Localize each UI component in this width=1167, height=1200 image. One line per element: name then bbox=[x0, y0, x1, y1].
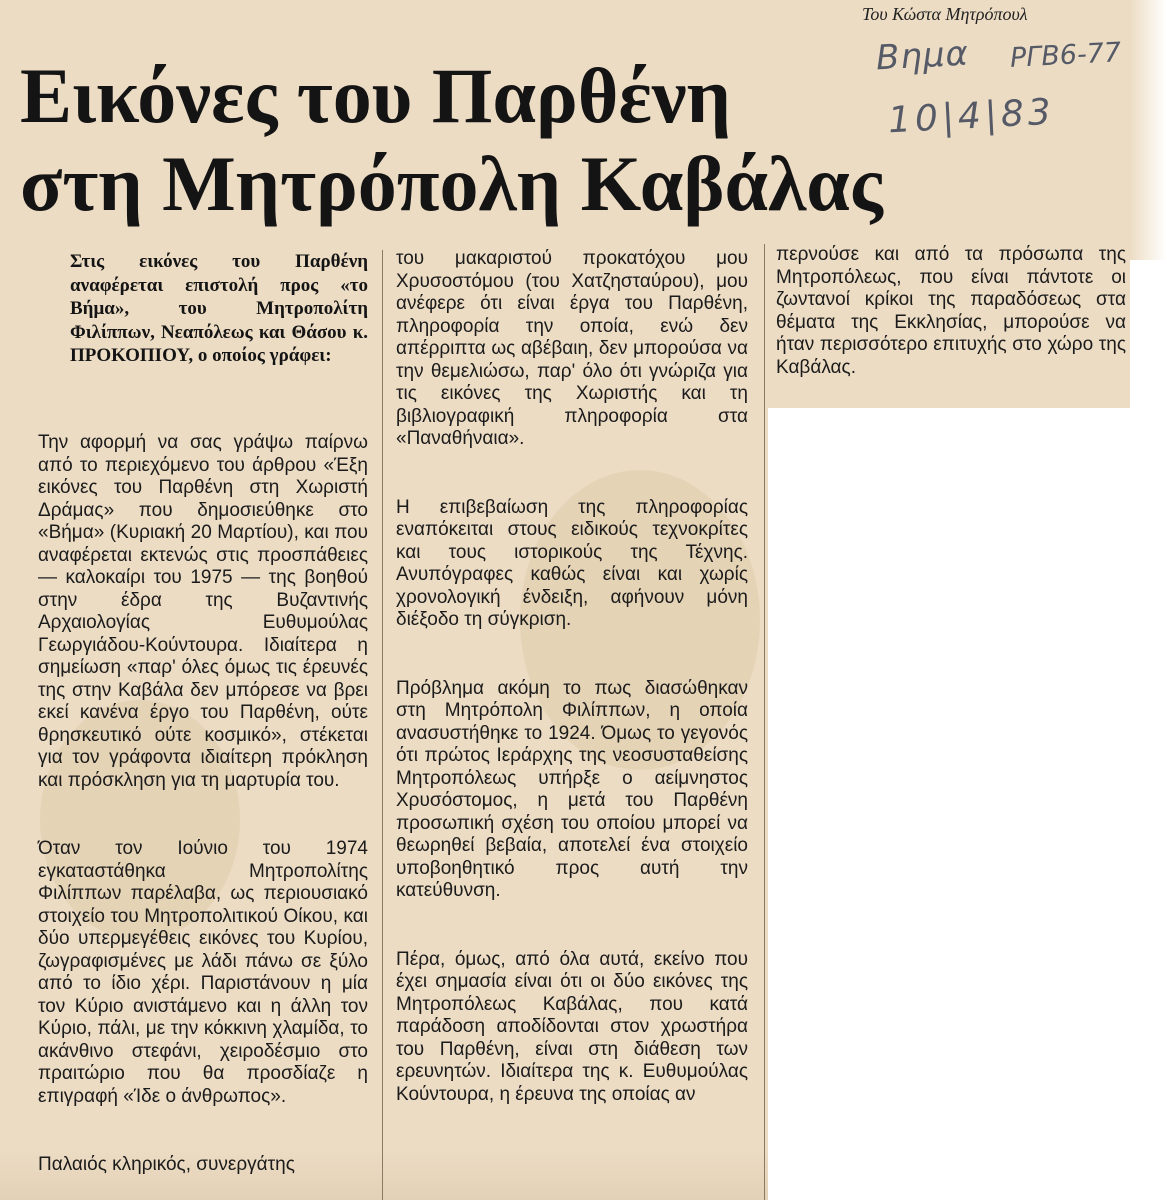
intro-text: Στις εικόνες του Παρθένη αναφέρεται επιστολή προς «το Βήμα», του Μητροπολίτη Φιλίππων, Νεαπόλεως και Θάσου κ. ΠΡΟΚΟΠΙΟΥ, ο οποίος γράφει: bbox=[70, 251, 368, 366]
headline-line-2: στη Μητρόπολη Καβάλας bbox=[20, 140, 883, 227]
byline: Του Κώστα Μητρόπουλ bbox=[862, 4, 1028, 24]
paragraph: Πρόβλημα ακόμη το πως διασώθηκαν στη Μητρόπολη Φιλίππων, η οποία ανασυστήθηκε το 1924. Όμως το γεγονός ότι πρώτος Ιεράρχης της νεοσυσταθείσης Μητροπόλεως υπήρξε ο αείμνηστος Χρυσόστομος, η μετά του Παρθένη προσωπική σχέση του οποίου μπορεί να θεωρηθεί βεβαία, αποτελεί ένα στοιχείο υποβοηθητικό προς αυτή την κατεύθυνση. bbox=[396, 677, 748, 901]
article-column-1 bbox=[38, 432, 368, 1177]
handwritten-date: 10|4|83 bbox=[887, 91, 1056, 142]
column-divider bbox=[764, 244, 765, 1200]
paragraph: Όταν τον Ιούνιο του 1974 εγκαταστάθηκα Μητροπολίτης Φιλίππων παρέλαβα, ως περιουσιακό στοιχείο του Μητροπολιτικού Οίκου, και δύο υπερμεγέθεις εικόνες του Κυρίου, ζωγραφισμένες με λάδι πάνω σε ξύλο από το ίδιο χέρι. Παριστάνουν η μία τον Κύριο ανιστάμενο και η άλλη τον Κύριο, πάλι, με την κόκκινη χλαμίδα, το ακάνθινο στεφάνι, χειροδέσμιο στο πραιτώριο που θα προσδίαζε η επιγραφή «Ίδε ο άνθρωπος». bbox=[38, 838, 368, 1107]
column-divider bbox=[382, 250, 383, 1200]
clipping-torn-edge bbox=[1130, 0, 1167, 260]
paragraph: περνούσε και από τα πρόσωπα της Μητροπόλεως, που είναι πάντοτε οι ζωντανοί κρίκοι της παραδόσεως στα θέματα της Εκκλησίας, μπορούσε να ήταν περισσότερο επιτυχής στο χώρο της Καβάλας. bbox=[776, 244, 1126, 378]
handwritten-source: Βημα bbox=[875, 33, 970, 79]
paragraph: του μακαριστού προκατόχου μου Χρυσοστόμου (του Χατζησταύρου), μου ανέφερε ότι είναι έργα του Παρθένη, πληροφορία την οποία, ενώ δεν απέρριπτα ως αβέβαιη, δεν μπορούσα να την θεμελιώσω, παρ' όλο ότι γνώριζα για τις εικόνες της Χωριστής και τη βιβλιογραφική πληροφορία στα «Παναθήναια». bbox=[396, 248, 748, 449]
paragraph: Πέρα, όμως, από όλα αυτά, εκείνο που έχει σημασία είναι ότι οι δύο εικόνες της Μητροπόλεως Καβάλας, που κατά παράδοση αποδίδονται στον χρωστήρα του Παρθένη, είναι στη διάθεση των ερευνητών. Ιδιαίτερα της κ. Ευθυμούλας Κούντουρα, η έρευνα της οποίας αν bbox=[396, 948, 748, 1105]
article-intro bbox=[70, 250, 368, 368]
article-column-3 bbox=[776, 244, 1126, 379]
headline-line-1: Εικόνες του Παρθένη bbox=[20, 52, 731, 139]
article-column-2 bbox=[396, 248, 748, 1106]
paragraph: Την αφορμή να σας γράψω παίρνω από το περιεχόμενο του άρθρου «Έξη εικόνες του Παρθένη στη Χωριστή Δράμας» που δημοσιεύθηκε στο «Βήμα» (Κυριακή 20 Μαρτίου), και που αναφέρεται εκτενώς στις προσπάθειες — καλοκαίρι του 1975 — της βοηθού στην έδρα της Βυζαντινής Αρχαιολογίας Ευθυμούλας Γεωργιάδου-Κούντουρα. Ιδιαίτερα η σημείωση «παρ' όλες όμως τις έρευνές της στην Καβάλα δεν μπόρεσε να βρει εκεί κανένα έργο του Παρθένη, ούτε θρησκευτικό ούτε κοσμικό», στέκεται για τον γράφοντα ιδιαίτερη πρόκληση και πρόσκληση για τη μαρτυρία του. bbox=[38, 432, 368, 791]
paragraph: Παλαιός κληρικός, συνεργάτης bbox=[38, 1154, 295, 1175]
handwritten-code: ΡΓΒ6-77 bbox=[1009, 37, 1122, 74]
paragraph: Η επιβεβαίωση της πληροφορίας εναπόκειται στους ειδικούς τεχνοκρίτες και τους ιστορικούς της Τέχνης. Ανυπόγραφες καθώς είναι και χωρίς χρονολογική ένδειξη, αφήνουν μόνη διέξοδο τη σύγκριση. bbox=[396, 496, 748, 630]
